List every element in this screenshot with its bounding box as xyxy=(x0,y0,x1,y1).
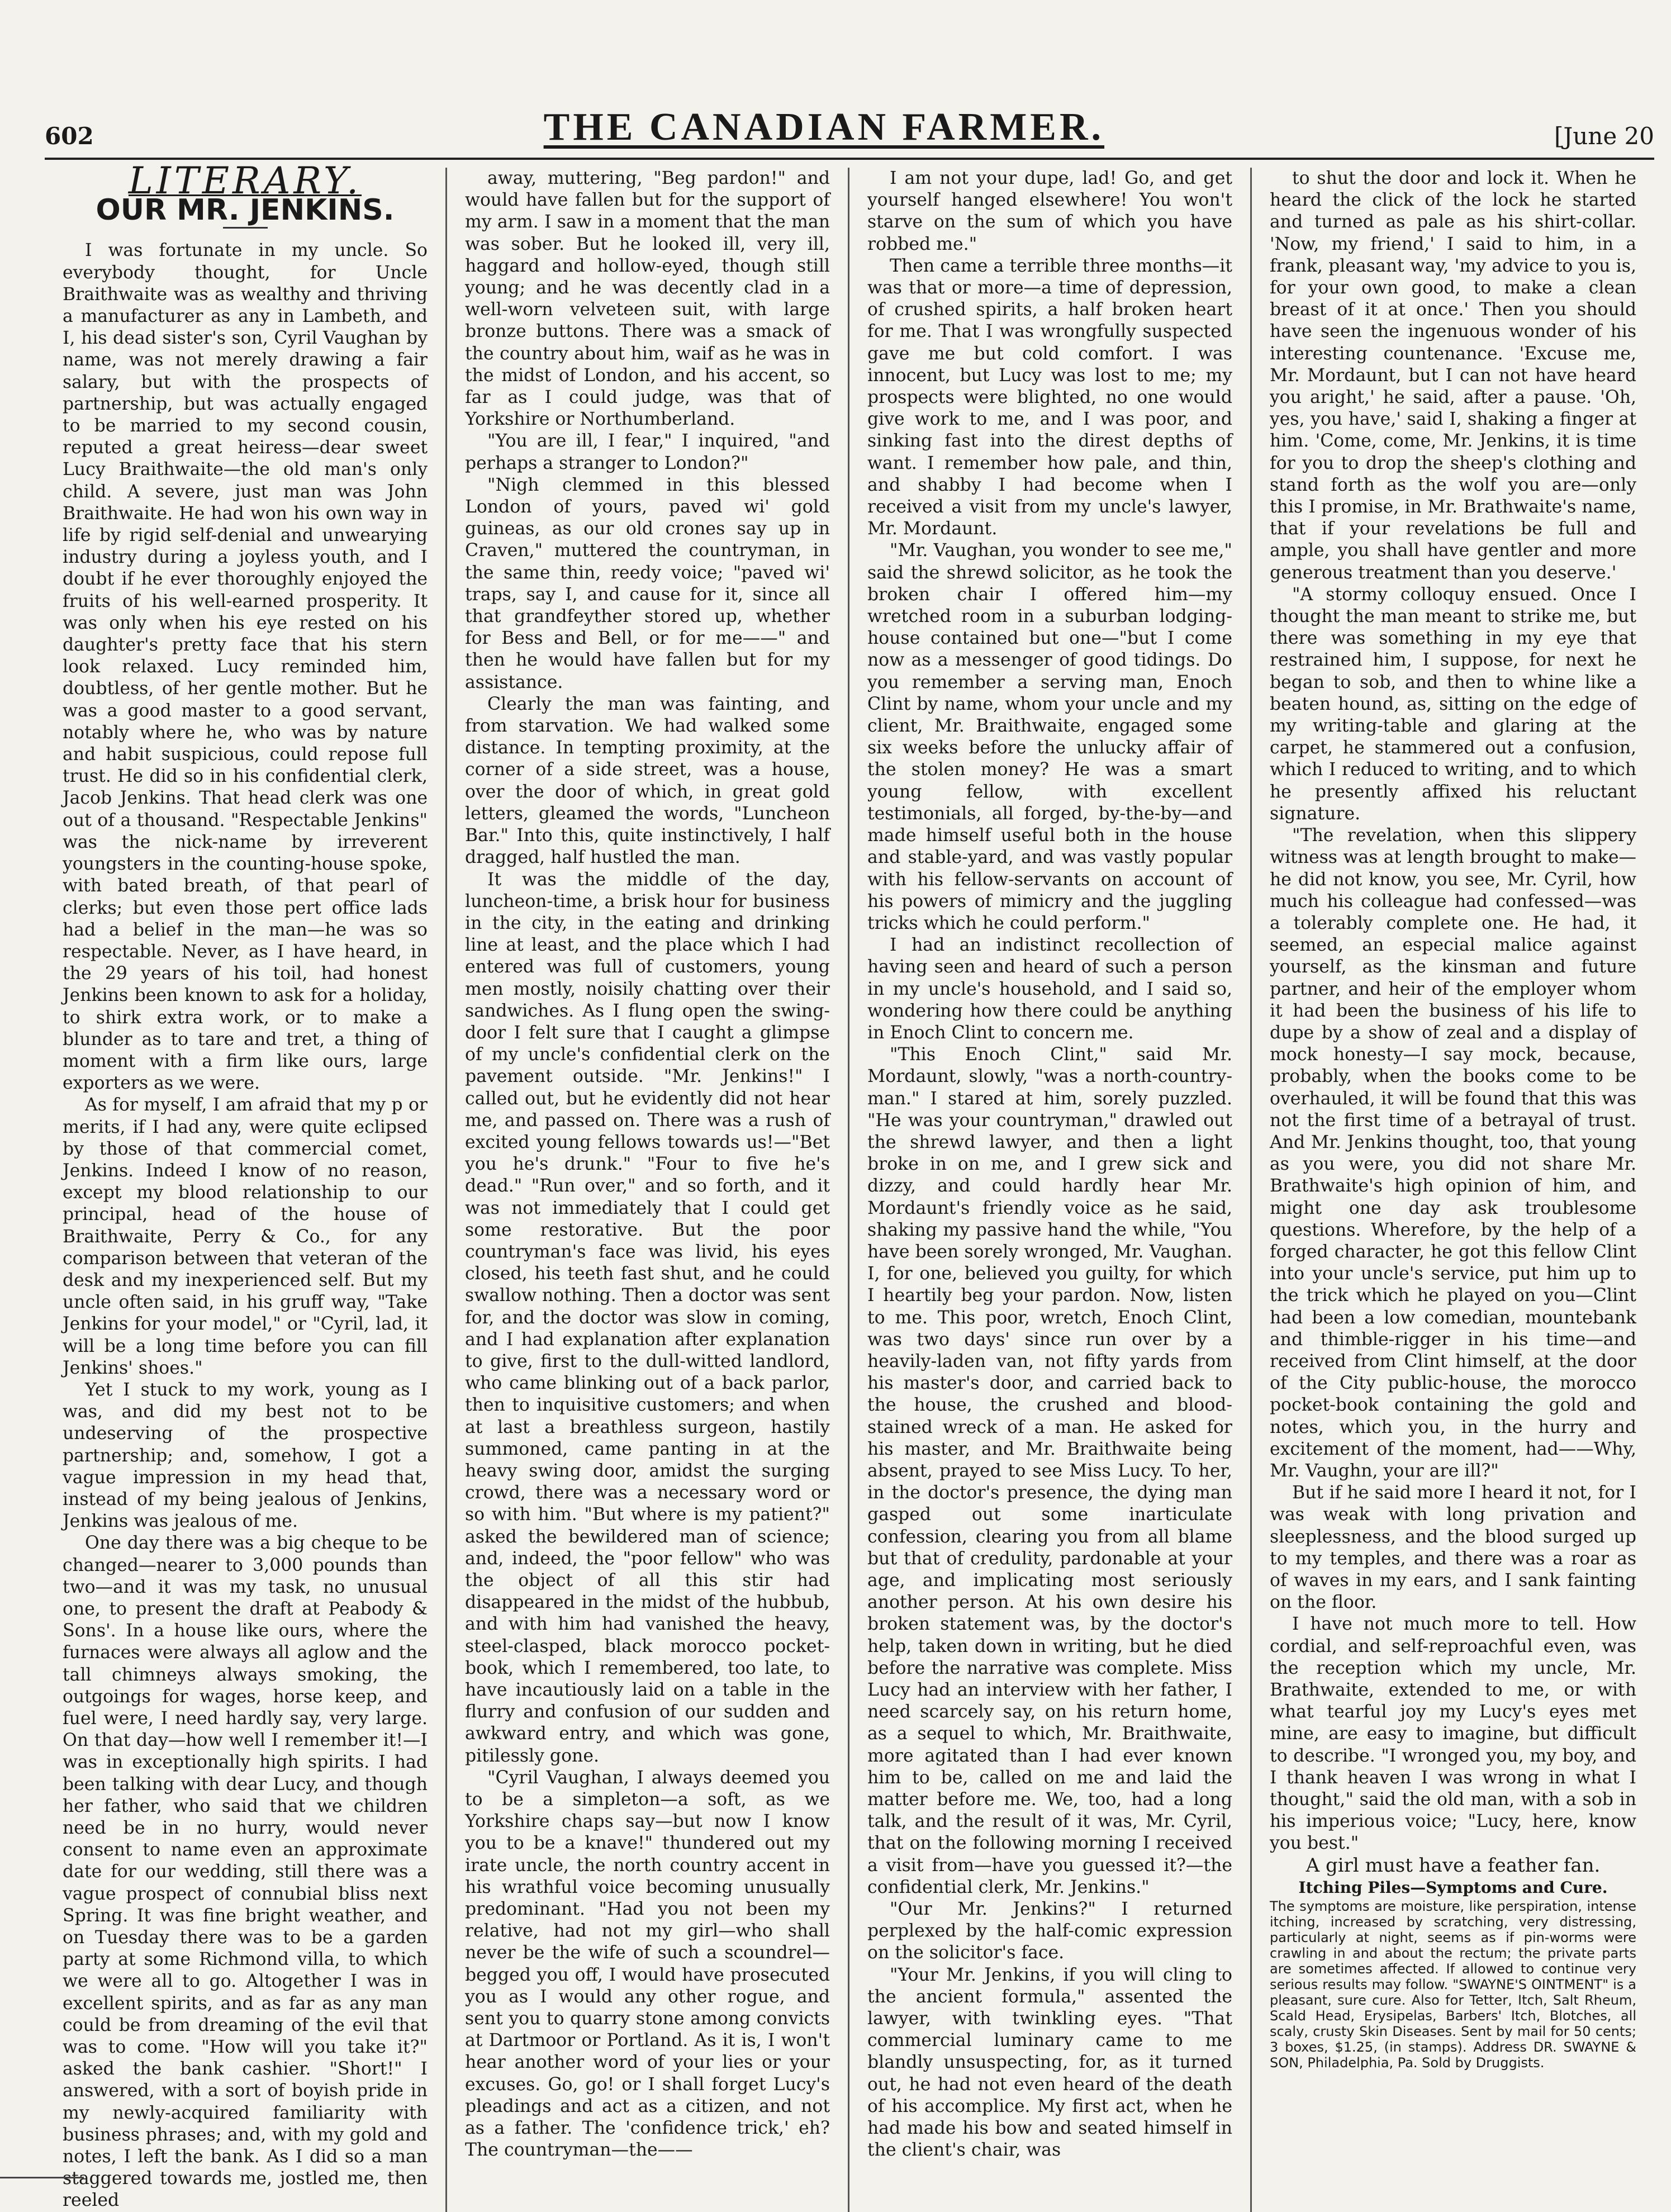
paragraph: "Nigh clemmed in this blessed London of yours, paved wi' gold guineas, as our old crones say up in Craven," muttered the countryman, in the same thin, reedy voice; "paved wi' traps, say I, and cause for it, since all that grandfeyther stored up, whether for Bess and Bell, or for me——" and then he would have fallen but for my assistance. xyxy=(465,474,830,692)
advertisement-body: The symptoms are moisture, like perspiration, intense itching, increased by scratching, very distressing, particularly at night, seems as if pin-worms were crawling in and about the rectum; the private parts are sometimes affected. If allowed to continue very serious results may follow. "SWAYNE'S OINTMENT" is a pleasant, sure cure. Also for Tetter, Itch, Salt Rheum, Scald Head, Erysipelas, Barbers' Itch, Blotches, all scaly, crusty Skin Diseases. Sent by mail for 50 cents; 3 boxes, $1.25, (in stamps). Address DR. SWAYNE & SON, Philadelphia, Pa. Sold by Druggists. xyxy=(1270,1898,1636,2071)
paragraph: "Mr. Vaughan, you wonder to see me," said the shrewd solicitor, as he took the broken chair I offered him—my wretched room in a suburban lodging-house contained but one—"but I come now as a messenger of good tidings. Do you remember a serving man, Enoch Clint by name, whom your uncle and my client, Mr. Braithwaite, engaged some six weeks before the unlucky affair of the stolen money? He was a smart young fellow, with excellent testimonials, all forged, by-the-by—and made himself useful both in the house and stable-yard, and was vastly popular with his fellow-servants on account of his powers of mimicry and the juggling tricks which he could perform." xyxy=(867,540,1232,933)
filler-snippet: A girl must have a feather fan. xyxy=(1306,1854,1601,1877)
paragraph: "Cyril Vaughan, I always deemed you to be a simpleton—a soft, as we Yorkshire chaps say—but now I know you to be a knave!" thundered out my irate uncle, the north country accent in his wrathful voice becoming unusually predominant. "Had you not been my relative, had not my girl—who shall never be the wife of such a scoundrel—begged you off, I would have prosecuted you as I would any other rogue, and sent you to quarry stone among convicts at Dartmoor or Portland. As it is, I won't hear another word of your lies or your excuses. Go, go! or I shall forget Lucy's pleadings and act as a citizen, and not as a father. The 'confidence trick,' eh? The countryman—the—— xyxy=(465,1767,830,2161)
paragraph: "This Enoch Clint," said Mr. Mordaunt, slowly, "was a north-country-man." I stared at him, sorely puzzled. "He was your countryman," drawled out the shrewd lawyer, and then a light broke in on me, and I grew sick and dizzy, and could hardly hear Mr. Mordaunt's friendly voice as he said, shaking my passive hand the while, "You have been sorely wronged, Mr. Vaughan. I, for one, believed you guilty, for which I heartily beg your pardon. Now, listen to me. This poor, wretch, Enoch Clint, was two days' since run over by a heavily-laden van, not fifty yards from his master's door, and carried back to the house, the crushed and blood-stained wreck of a man. He asked for his master, and Mr. Braithwaite being absent, prayed to see Miss Lucy. To her, in the doctor's presence, the dying man gasped out some inarticulate confession, clearing you from all blame but that of credulity, pardonable at your age, and implicating most seriously another person. At his own desire his broken statement was, by the doctor's help, taken down in writing, but he died before the narrative was complete. Miss Lucy had an interview with her father, I need scarcely say, on his return home, as a sequel to which, Mr. Braithwaite, more agitated than I had ever known him to be, called on me and laid the matter before me. We, too, had a long talk, and the result of it was, Mr. Cyril, that on the following morning I received a visit from—have you guessed it?—the confidential clerk, Mr. Jenkins." xyxy=(867,1045,1232,1897)
column-2 xyxy=(447,168,849,2212)
paragraph: Yet I stuck to my work, young as I was, and did my best not to be undeserving of the prospective partnership; and, somehow, I got a vague impression in my head that, instead of my being jealous of Jenkins, Jenkins was jealous of me. xyxy=(63,1379,428,1532)
paragraph: I am not your dupe, lad! Go, and get yourself hanged elsewhere! You won't starve on the sum of which you have robbed me." xyxy=(867,168,1232,254)
title-dash xyxy=(223,227,268,229)
paragraph: One day there was a big cheque to be changed—nearer to 3,000 pounds than two—and it was my task, no unusual one, to present the draft at Peabody & Sons'. In a house like ours, where the furnaces were always all aglow and the tall chimneys always smoking, the outgoings for wages, horse keep, and fuel were, I need hardly say, very large. On that day—how well I remember it!—I was in exceptionally high spirits. I had been talking with dear Lucy, and though her father, who said that we children need be in no hurry, would never consent to name even an approximate date for our wedding, still there was a vague prospect of connubial bliss next Spring. It was fine bright weather, and on Tuesday there was to be a garden party at some Richmond villa, to which we were all to go. Altogether I was in excellent spirits, and as far as any man could be from dreaming of the evil that was to come. "How will you take it?" asked the bank cashier. "Short!" I answered, with a sort of boyish pride in my newly-acquired familiarity with business phrases; and, with my gold and notes, I left the bank. As I did so a man staggered towards me, jostled me, then reeled xyxy=(63,1533,428,2211)
newspaper-title: THE CANADIAN FARMER. xyxy=(543,106,1105,149)
masthead xyxy=(45,105,1654,150)
paragraph: "The revelation, when this slippery witness was at length brought to make—he did not know, you see, Mr. Cyril, how much his colleague had confessed—was a tolerably complete one. He had, it seemed, an especial malice against yourself, as the kinsman and future partner, and heir of the employer whom it had been the business of his life to dupe by a show of zeal and a display of mock honesty—I say mock, because, probably, when the books come to be overhauled, it will be found that this was not the first time of a betrayal of trust. And Mr. Jenkins thought, too, that young as you were, you did not share Mr. Brathwaite's high opinion of him, and might one day ask troublesome questions. Wherefore, by the help of a forged character, he got this fellow Clint into your uncle's service, put him up to the trick which he played on you—Clint had been a low comedian, mountebank and thimble-rigger in his time—and received from Clint himself, at the door of the City public-house, the morocco pocket-book containing the gold and notes, which you, in the hurry and excitement of the moment, had——Why, Mr. Vaughn, your are ill?" xyxy=(1270,825,1636,1481)
column-4 xyxy=(1252,168,1654,2212)
paragraph: I was fortunate in my uncle. So everybody thought, for Uncle Braithwaite was as wealthy and thriving a manufacturer as any in Lambeth, and I, his dead sister's son, Cyril Vaughan by name, was not merely drawing a fair salary, but with the prospects of partnership, but was actually engaged to be married to my second cousin, reputed a great heiress—dear sweet Lucy Braithwaite—the old man's only child. A severe, just man was John Braithwaite. He had won his own way in life by rigid self-denial and unwearying industry during a joyless youth, and I doubt if he ever thoroughly enjoyed the fruits of his well-earned prosperity. It was only when his eye rested on his daughter's pretty face that his stern look relaxed. Lucy reminded him, doubtless, of her gentle mother. But he was a good master to a good servant, notably where he, who was by nature and habit suspicious, could repose full trust. He did so in his confidential clerk, Jacob Jenkins. That head clerk was one out of a thousand. "Respectable Jenkins" was the nick-name by irreverent youngsters in the counting-house spoke, with bated breath, of that pearl of clerks; but even those pert office lads had a belief in the man—he was so respectable. Never, as I have heard, in the 29 years of his toil, had honest Jenkins been known to ask for a holiday, to shirk extra work, or to make a blunder as to tare and tret, a thing of moment with a firm like ours, large exporters as we were. xyxy=(63,240,428,1094)
paragraph: As for myself, I am afraid that my p or merits, if I had any, were quite eclipsed by those of that commercial comet, Jenkins. Indeed I know of no reason, except my blood relationship to our principal, head of the house of Braithwaite, Perry & Co., for any comparison between that veteran of the desk and my inexperienced self. But my uncle often said, in his gruff way, "Take Jenkins for your model," or "Cyril, lad, it will be a long time before you can fill Jenkins' shoes." xyxy=(63,1095,428,1378)
paragraph: Clearly the man was fainting, and from starvation. We had walked some distance. In tempting proximity, at the corner of a side street, was a house, over the door of which, in great gold letters, gleamed the words, "Luncheon Bar." Into this, quite instinctively, I half dragged, half hustled the man. xyxy=(465,694,830,868)
bottom-rule xyxy=(0,2177,84,2178)
page-columns xyxy=(45,159,1654,2211)
column-3 xyxy=(849,168,1252,2212)
paragraph: Then came a terrible three months—it was that or more—a time of depression, of crushed spirits, a half broken heart for me. That I was wrongfully suspected gave me but cold comfort. I was innocent, but Lucy was lost to me; my prospects were blighted, no one would give work to me, and I was poor, and sinking fast into the direst depths of want. I remember how pale, and thin, and shabby I had become when I received a visit from my uncle's lawyer, Mr. Mordaunt. xyxy=(867,255,1232,539)
advertisement-heading: Itching Piles—Symptoms and Cure. xyxy=(1298,1878,1608,1897)
paragraph: "You are ill, I fear," I inquired, "and perhaps a stranger to London?" xyxy=(465,431,830,473)
column-1 xyxy=(45,159,447,2212)
issue-date: [June 20 xyxy=(1554,122,1654,150)
paragraph: But if he said more I heard it not, for I was weak with long privation and sleeplessness, and the blood surged up to my temples, and there was a roar as of waves in my ears, and I sank fainting on the floor. xyxy=(1270,1483,1636,1613)
paragraph: away, muttering, "Beg pardon!" and would have fallen but for the support of my arm. I saw in a moment that the man was sober. But he looked ill, very ill, haggard and hollow-eyed, though still young; and he was decently clad in a well-worn velveteen suit, with large bronze buttons. There was a smack of the country about him, waif as he was in the midst of London, and his accent, so far as I could judge, was that of Yorkshire or Northumberland. xyxy=(465,168,830,430)
paragraph: I have not much more to tell. How cordial, and self-reproachful even, was the reception which my uncle, Mr. Brathwaite, extended to me, or with what tearful joy my Lucy's eyes met mine, are easy to imagine, but difficult to describe. "I wronged you, my boy, and I thank heaven I was wrong in what I thought," said the old man, with a sob in his imperious voice; "Lucy, here, know you best." xyxy=(1270,1614,1636,1854)
paragraph: I had an indistinct recollection of having seen and heard of such a person in my uncle's household, and I said so, wondering how there could be anything in Enoch Clint to concern me. xyxy=(867,935,1232,1043)
paragraph: to shut the door and lock it. When he heard the click of the lock he started and turned as pale as his shirt-collar. 'Now, my friend,' I said to him, in a frank, pleasant way, 'my advice to you is, for your own good, to make a clean breast of it at once.' Then you should have seen the ingenuous wonder of his interesting countenance. 'Excuse me, Mr. Mordaunt, but I can not have heard you aright,' he said, after a pause. 'Oh, yes, you have,' said I, shaking a finger at him. 'Come, come, Mr. Jenkins, it is time for you to drop the sheep's clothing and stand forth as the wolf you are—only this I promise, in Mr. Brathwaite's name, that if your revelations be full and ample, you shall have gentler and more generous treatment than you deserve.' xyxy=(1270,168,1636,583)
story-title: OUR MR. JENKINS. xyxy=(96,193,395,227)
paragraph: "A stormy colloquy ensued. Once I thought the man meant to strike me, but there was something in my eye that restrained him, I suppose, for next he began to sob, and then to whine like a beaten hound, as, sitting on the edge of my writing-table and glaring at the carpet, he stammered out a confusion, which I reduced to writing, and to which he presently affixed his reluctant signature. xyxy=(1270,584,1636,824)
section-heading: LITERARY. xyxy=(128,159,362,202)
paragraph: It was the middle of the day, luncheon-time, a brisk hour for business in the city, in the eating and drinking line at least, and the place which I had entered was full of customers, young men mostly, noisily chatting over their sandwiches. As I flung open the swing-door I felt sure that I caught a glimpse of my uncle's confidential clerk on the pavement outside. "Mr. Jenkins!" I called out, but he evidently did not hear me, and passed on. There was a rush of excited young fellows towards us!—"Bet you he's drunk." "Four to five he's dead." "Run over," and so forth, and it was not immediately that I could get some restorative. But the poor countryman's face was livid, his eyes closed, his teeth fast shut, and he could swallow nothing. Then a doctor was sent for, and the doctor was slow in coming, and I had explanation after explanation to give, first to the dull-witted landlord, who came blinking out of a back parlor, then to inquisitive customers; and when at last a breathless surgeon, hastily summoned, came panting in at the heavy swing door, amidst the surging crowd, there was a necessary word or so with him. "But where is my patient?" asked the bewildered man of science; and, indeed, the "poor fellow" who was the object of all this stir had disappeared in the midst of the hubbub, and with him had vanished the heavy, steel-clasped, black morocco pocket-book, which I remembered, too late, to have incautiously laid on a table in the flurry and confusion of our sudden and awkward entry, and which was gone, pitilessly gone. xyxy=(465,869,830,1766)
paragraph: "Your Mr. Jenkins, if you will cling to the ancient formula," assented the lawyer, with twinkling eyes. "That commercial luminary came to me blandly unsuspecting, for, as it turned out, he had not even heard of the death of his accomplice. My first act, when he had made his bow and seated himself in the client's chair, was xyxy=(867,1964,1232,2161)
page-number: 602 xyxy=(45,122,94,150)
paragraph: "Our Mr. Jenkins?" I returned perplexed by the half-comic expression on the solicitor's face. xyxy=(867,1899,1232,1963)
